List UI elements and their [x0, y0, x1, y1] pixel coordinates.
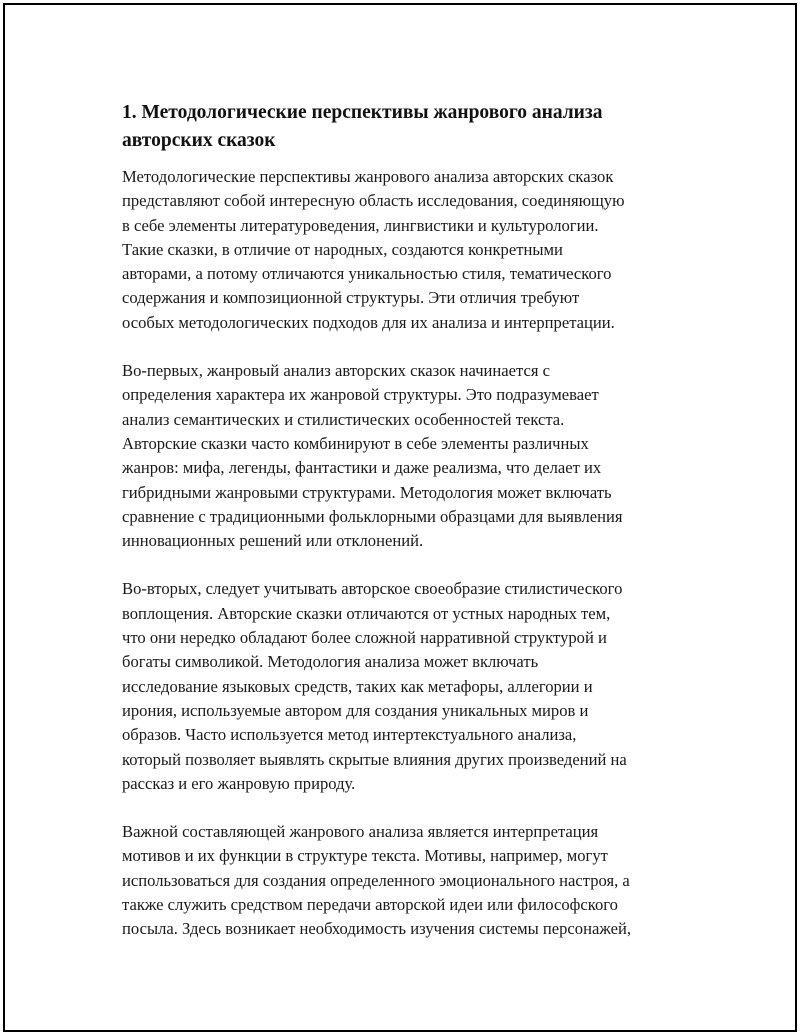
text-line: жанров: мифа, легенды, фантастики и даже реализма, что делает их [122, 458, 602, 478]
page-frame [3, 3, 797, 1032]
paragraph-4 [122, 820, 697, 941]
text-line: в себе элементы литературоведения, лингвистики и культурологии. [122, 215, 599, 235]
text-line: представляют собой интересную область исследования, соединяющую [122, 191, 625, 211]
text-line: Такие сказки, в отличие от народных, создаются конкретными [122, 239, 563, 259]
text-line: рассказ и его жанровую природу. [122, 773, 356, 793]
text-line: гибридными жанровыми структурами. Методология может включать [122, 482, 612, 502]
text-line: богаты символикой. Методология анализа может включать [122, 652, 539, 672]
text-line: Важной составляющей жанрового анализа является интерпретация [122, 822, 599, 842]
paragraph-1 [122, 165, 697, 335]
text-line: мотивов и их функции в структуре текста. Мотивы, например, могут [122, 846, 608, 866]
text-line: который позволяет выявлять скрытые влияния других произведений на [122, 749, 627, 769]
text-line: исследование языковых средств, таких как метафоры, аллегории и [122, 676, 593, 696]
heading-line: 1. Методологические перспективы жанрового анализа [122, 102, 603, 123]
text-line: Методологические перспективы жанрового анализа авторских сказок [122, 167, 614, 186]
text-line: использоваться для создания определенного эмоционального настроя, а [122, 870, 630, 890]
text-line: что они нередко обладают более сложной нарративной структурой и [122, 628, 607, 648]
text-line: Авторские сказки часто комбинируют в себе элементы различных [122, 433, 589, 453]
text-line: Во-вторых, следует учитывать авторское своеобразие стилистического [122, 579, 623, 599]
text-line: анализ семантических и стилистических особенностей текста. [122, 409, 565, 429]
text-line: особых методологических подходов для их анализа и интерпретации. [122, 312, 615, 332]
text-line: воплощения. Авторские сказки отличаются от устных народных тем, [122, 603, 611, 623]
text-line: определения характера их жанровой структуры. Это подразумевает [122, 385, 599, 405]
section-heading [122, 99, 697, 155]
text-line: авторами, а потому отличаются уникальностью стиля, тематического [122, 264, 612, 284]
text-line: также служить средством передачи авторской идеи или философского [122, 895, 618, 915]
paragraph-3 [122, 577, 697, 796]
text-line: Во-первых, жанровый анализ авторских сказок начинается с [122, 361, 551, 381]
text-line: сравнение с традиционными фольклорными образцами для выявления [122, 506, 623, 526]
document-body [122, 99, 697, 966]
text-line: ирония, используемые автором для создания уникальных миров и [122, 700, 589, 720]
heading-line: авторских сказок [122, 130, 276, 151]
text-line: посыла. Здесь возникает необходимость изучения системы персонажей, [122, 919, 631, 939]
text-line: инновационных решений или отклонений. [122, 531, 424, 551]
text-line: образов. Часто используется метод интертекстуального анализа, [122, 725, 577, 745]
text-line: содержания и композиционной структуры. Эти отличия требуют [122, 288, 580, 308]
paragraph-2 [122, 359, 697, 553]
